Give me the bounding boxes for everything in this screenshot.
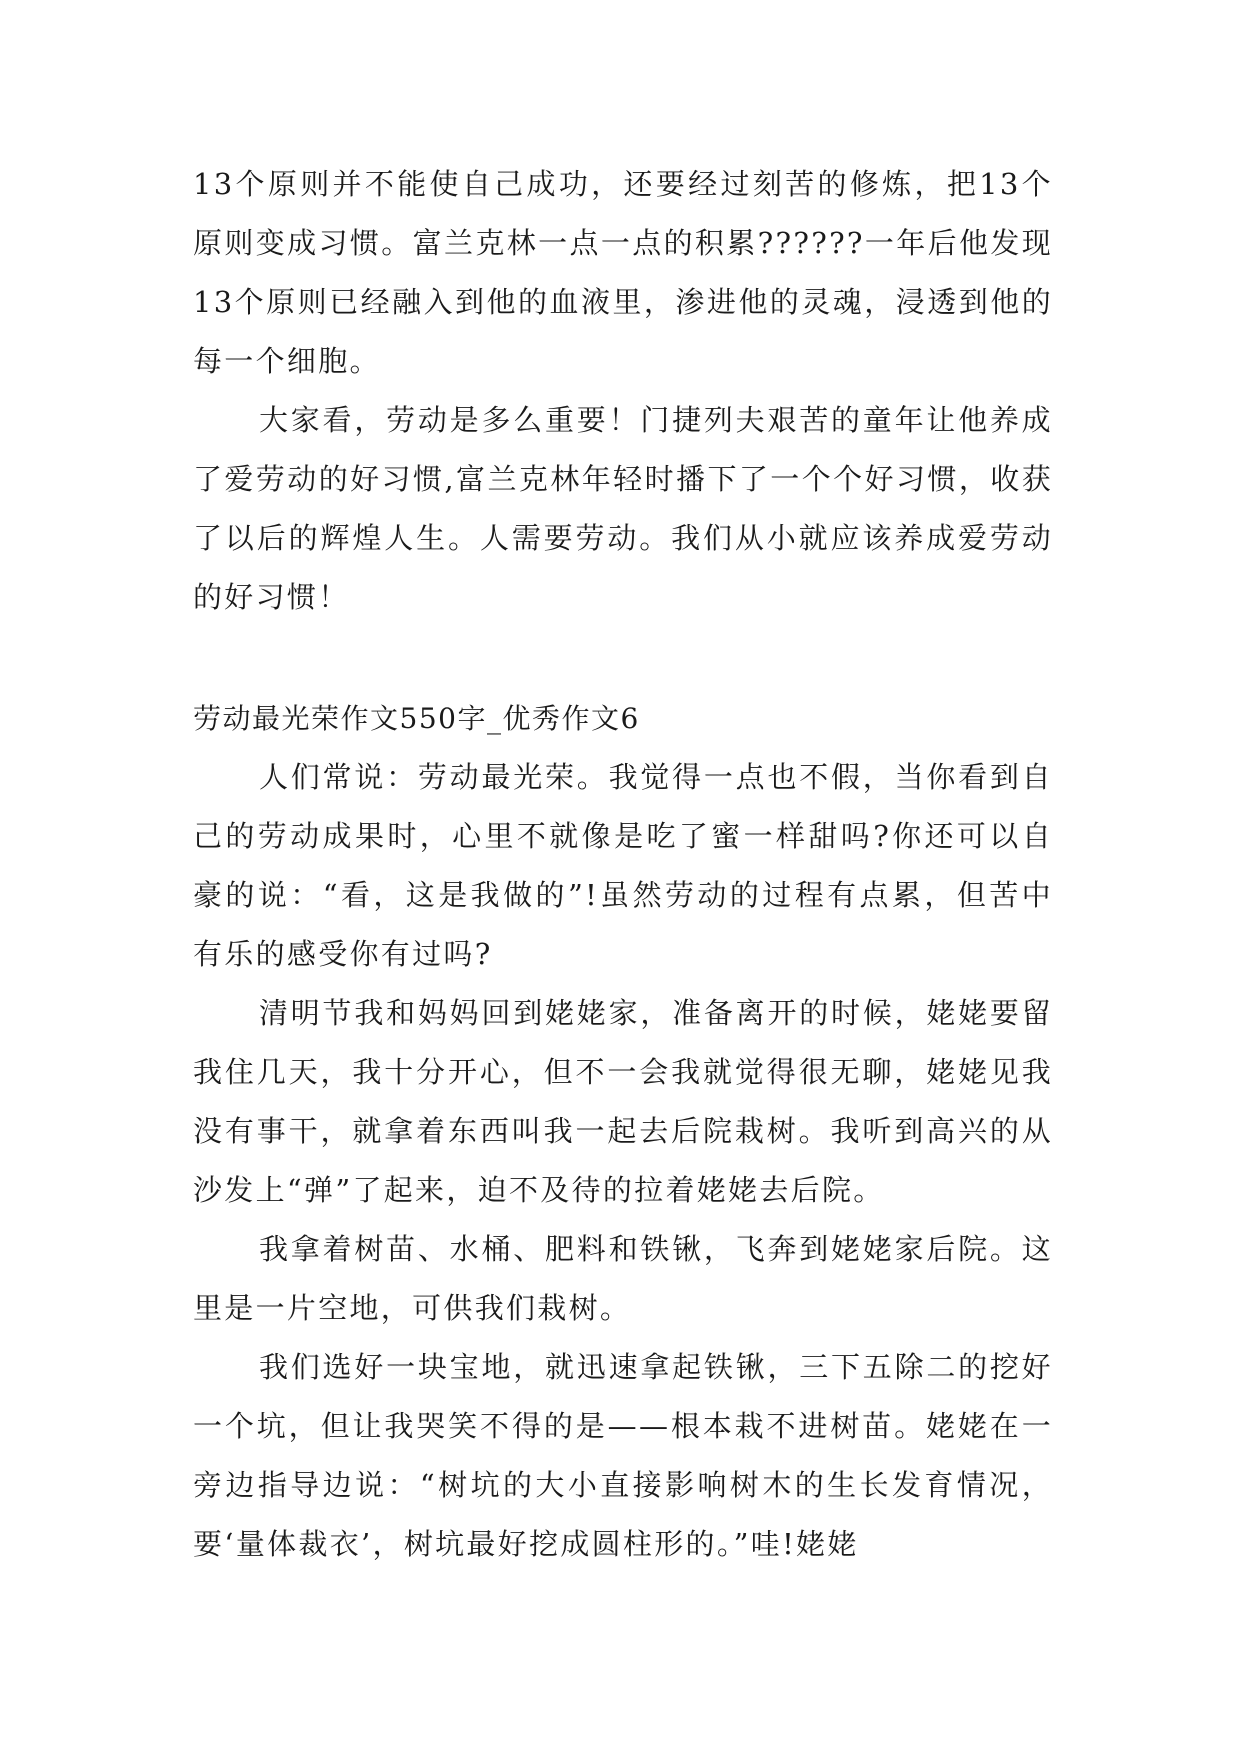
section-gap [193, 627, 1053, 689]
document-body [193, 155, 1053, 1574]
paragraph: 大家看，劳动是多么重要！门捷列夫艰苦的童年让他养成了爱劳动的好习惯,富兰克林年轻时播下了一个个好习惯，收获了以后的辉煌人生。人需要劳动。我们从小就应该养成爱劳动的好习惯！ [193, 403, 1053, 614]
paragraph: 我们选好一块宝地，就迅速拿起铁锹，三下五除二的挖好一个坑，但让我哭笑不得的是——根本栽不进树苗。姥姥在一旁边指导边说：“树坑的大小直接影响树木的生长发育情况，要‘量体裁衣’，树坑最好挖成圆柱形的。”哇!姥姥 [193, 1350, 1053, 1561]
paragraph: 清明节我和妈妈回到姥姥家，准备离开的时候，姥姥要留我住几天，我十分开心，但不一会我就觉得很无聊，姥姥见我没有事干，就拿着东西叫我一起去后院栽树。我听到高兴的从沙发上“弹”了起来，迫不及待的拉着姥姥去后院。 [193, 996, 1053, 1207]
paragraph: 我拿着树苗、水桶、肥料和铁锹，飞奔到姥姥家后院。这里是一片空地，可供我们栽树。 [193, 1232, 1053, 1325]
section-title: 劳动最光荣作文550字_优秀作文6 [193, 702, 640, 735]
paragraph: 13个原则并不能使自己成功，还要经过刻苦的修炼，把13个原则变成习惯。富兰克林一点一点的积累??????一年后他发现13个原则已经融入到他的血液里，渗进他的灵魂，浸透到他的每一个细胞。 [193, 167, 1053, 378]
paragraph: 人们常说：劳动最光荣。我觉得一点也不假，当你看到自己的劳动成果时，心里不就像是吃了蜜一样甜吗?你还可以自豪的说：“看，这是我做的”!虽然劳动的过程有点累，但苦中有乐的感受你有过吗? [193, 760, 1053, 971]
